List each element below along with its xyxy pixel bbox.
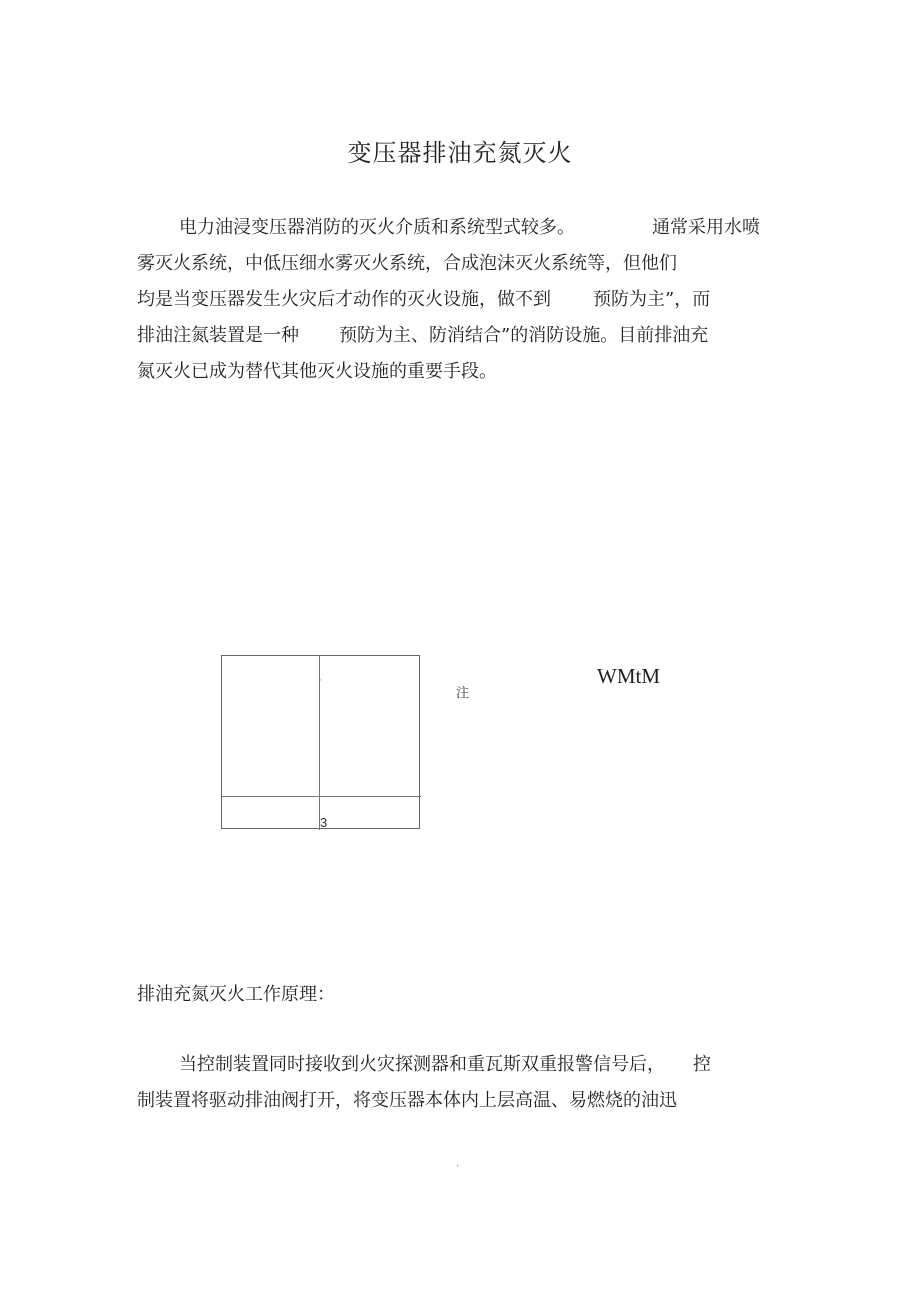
intro-paragraph bbox=[137, 210, 787, 390]
text-segment: 预防为主、防消结合”的消防设施。目前排油充 bbox=[339, 325, 709, 346]
paragraph-line bbox=[137, 282, 787, 318]
paragraph-line bbox=[137, 210, 787, 246]
figure-logo-text: WMtM bbox=[597, 664, 660, 688]
text-segment: 预防为主”，而 bbox=[593, 289, 711, 310]
figure-number: 3 bbox=[320, 815, 328, 830]
section-heading: 排油充氮灭火工作原理： bbox=[137, 984, 335, 1005]
text-segment: 排油注氮装置是一种 bbox=[137, 325, 299, 346]
figure-note-label: 注 bbox=[456, 686, 470, 701]
text-segment: 控 bbox=[693, 1054, 711, 1075]
paragraph-line: 氮灭火已成为替代其他灭火设施的重要手段。 bbox=[137, 361, 497, 382]
text-segment: 当控制装置同时接收到火灾探测器和重瓦斯双重报警信号后， bbox=[179, 1054, 665, 1075]
paragraph-line: 制装置将驱动排油阀打开，将变压器本体内上层高温、易燃烧的油迅 bbox=[137, 1090, 677, 1111]
text-segment: 均是当变压器发生火灾后才动作的灭火设施，做不到 bbox=[137, 289, 551, 310]
figure-divider-horizontal bbox=[222, 796, 421, 797]
footer-mark: . bbox=[456, 1158, 460, 1169]
text-segment: 电力油浸变压器消防的灭火介质和系统型式较多。 bbox=[179, 217, 575, 238]
body-paragraph bbox=[137, 1047, 787, 1119]
paragraph-line: 雾灭火系统，中低压细水雾灭火系统，合成泡沫灭火系统等，但他们 bbox=[137, 253, 677, 274]
paragraph-line bbox=[137, 1047, 787, 1083]
document-title: 变压器排油充氮灭火 bbox=[347, 139, 573, 167]
paragraph-line bbox=[137, 318, 787, 354]
text-segment: 通常采用水喷 bbox=[652, 217, 760, 238]
figure-frame bbox=[221, 655, 420, 829]
figure-mark: · bbox=[319, 676, 322, 685]
